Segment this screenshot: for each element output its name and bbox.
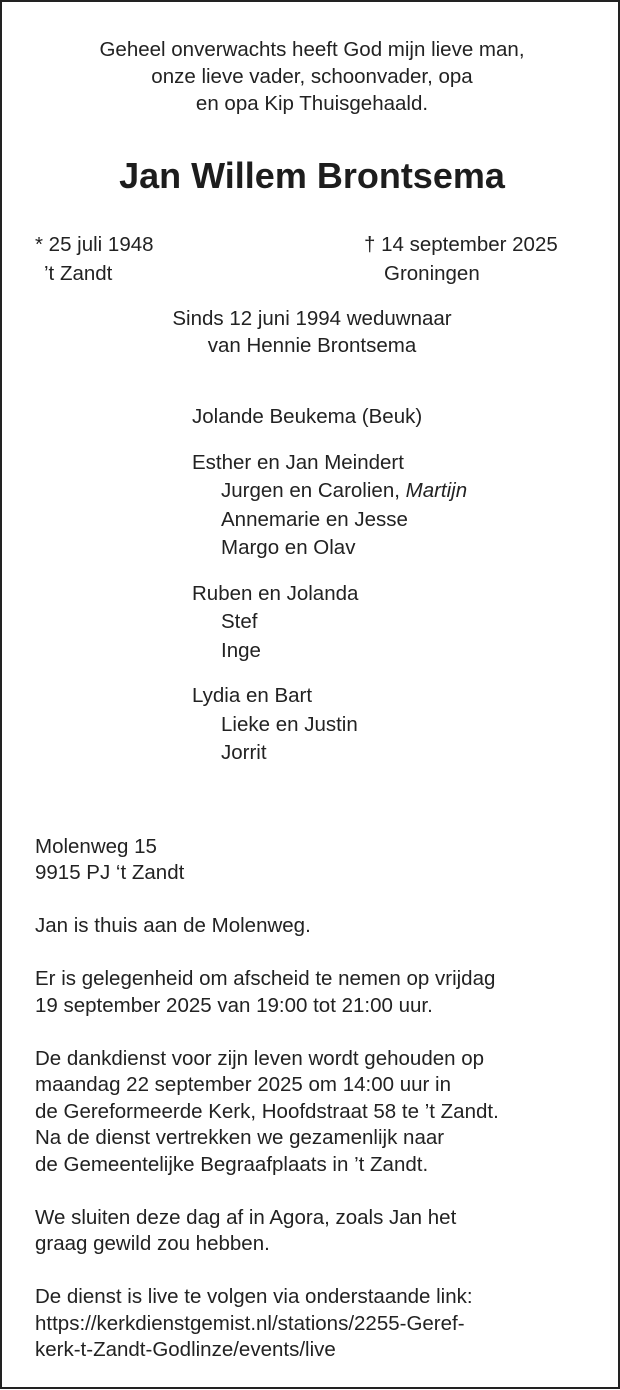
widower-text: [2, 305, 620, 359]
paragraph-line: 19 september 2025 van 19:00 tot 21:00 uur.: [35, 993, 433, 1017]
livestream-link[interactable]: https://kerkdienstgemist.nl/stations/2255-Geref-: [35, 1311, 465, 1335]
intro-line: onze lieve vader, schoonvader, opa: [151, 65, 473, 88]
family-member: Jolande Beukema (Beuk): [192, 405, 423, 428]
deceased-name: Jan Willem Brontsema: [119, 155, 505, 196]
paragraph-line: Na de dienst vertrekken we gezamenlijk naar: [35, 1126, 445, 1149]
intro-line: Geheel onverwachts heeft God mijn lieve man,: [99, 38, 525, 61]
family-member: Esther en Jan Meindert: [192, 450, 404, 474]
paragraph-line: We sluiten deze dag af in Agora, zoals Jan het: [35, 1205, 457, 1229]
birth-place: ’t Zandt: [44, 262, 113, 285]
notice-body: [35, 807, 605, 1390]
family-member: Ruben en Jolanda: [192, 581, 359, 605]
livestream-link[interactable]: kerk-t-Zandt-Godlinze/events/live: [35, 1338, 336, 1361]
death-date: † 14 september 2025: [364, 233, 558, 256]
widower-line: Sinds 12 juni 1994 weduwnaar: [172, 307, 452, 330]
grandchild: Lieke en Justin: [221, 712, 358, 736]
paragraph-line: de Gereformeerde Kerk, Hoofdstraat 58 te ’t Zandt.: [35, 1099, 499, 1123]
grandchild: Annemarie en Jesse: [221, 507, 408, 531]
intro-text: [2, 36, 620, 117]
paragraph-line: De dienst is live te volgen via onderstaande link:: [35, 1285, 473, 1308]
grandchild-name: Jurgen en Carolien,: [221, 479, 400, 502]
family-group: [192, 449, 467, 563]
grandchild: Margo en Olav: [221, 536, 356, 559]
great-grandchild-name: Martijn: [405, 479, 468, 502]
family-list: [192, 403, 467, 785]
grandchild: [192, 477, 467, 506]
intro-line: en opa Kip Thuisgehaald.: [195, 92, 429, 115]
paragraph-line: de Gemeentelijke Begraafplaats in ’t Zandt.: [35, 1152, 429, 1176]
family-group: [192, 580, 467, 666]
family-group: [192, 403, 467, 432]
paragraph-line: graag gewild zou hebben.: [35, 1232, 270, 1255]
paragraph-line: Jan is thuis aan de Molenweg.: [35, 914, 311, 937]
grandchild: Inge: [221, 638, 261, 662]
paragraph-line: maandag 22 september 2025 om 14:00 uur in: [35, 1073, 451, 1096]
birth-date: * 25 juli 1948: [35, 233, 154, 256]
death-place: Groningen: [384, 262, 480, 285]
paragraph-line: De dankdienst voor zijn leven wordt gehouden op: [35, 1046, 485, 1070]
paragraph-line: Er is gelegenheid om afscheid te nemen op vrijdag: [35, 967, 496, 990]
grandchild: Jorrit: [221, 741, 267, 764]
address-line: 9915 PJ ‘t Zandt: [35, 861, 185, 884]
grandchild: Stef: [221, 610, 258, 633]
address-line: Molenweg 15: [35, 834, 157, 858]
family-member: Lydia en Bart: [192, 684, 313, 707]
widower-line: van Hennie Brontsema: [207, 334, 417, 357]
family-group: [192, 682, 467, 768]
